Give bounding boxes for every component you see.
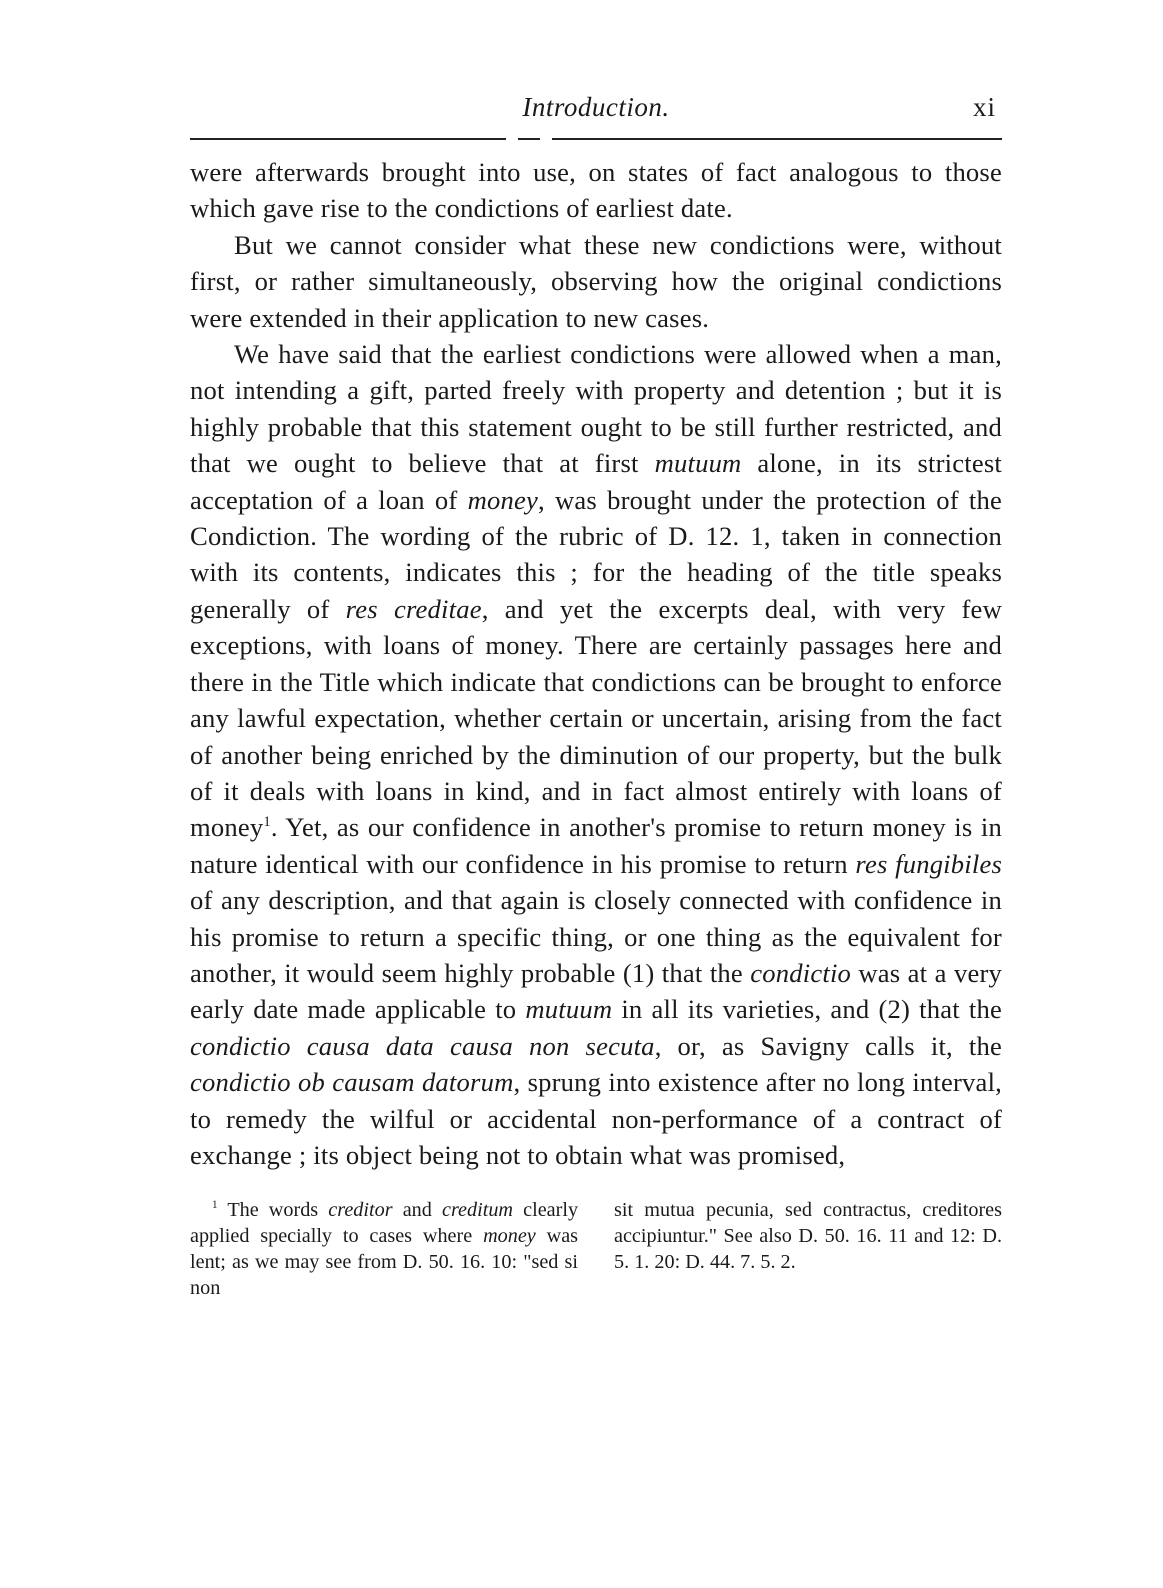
italic-term: mutuum: [654, 448, 742, 479]
footnote-column-left: $^1$ The words creditor and creditum clearly applied specially to cases where money was lent; as we may see from D. 50. 16. 10: "sed si non: [190, 1199, 579, 1300]
running-title: Introduction.: [522, 92, 670, 122]
italic-term: res creditae: [345, 593, 482, 624]
italic-term: mutuum: [525, 994, 613, 1025]
italic-term: res fungibiles: [855, 848, 1003, 879]
paragraph: But we cannot consider what these new condictions were, without first, or rather simultaneously, observing how the original condictions were extended in their application to new cases.: [190, 229, 1002, 333]
rule-segment: [552, 138, 1002, 140]
body-text: [190, 154, 1002, 1173]
rule-segment: [518, 138, 540, 140]
footnotes: [190, 1197, 1002, 1301]
paragraph-continued: were afterwards brought into use, on states of fact analogous to those which gave rise to the condictions of earliest date.: [190, 157, 1002, 224]
footnote-column-right: sit mutua pecunia, sed contractus, creditores accipiuntur." See also D. 50. 16. 11 and 12: D. 5. 1. 20: D. 44. 7. 5. 2.: [614, 1199, 1002, 1274]
header-rule: [190, 138, 1002, 140]
italic-term: condictio: [750, 957, 852, 988]
book-page: [190, 92, 1002, 1301]
running-head: [190, 92, 1002, 132]
footnote-reference: 1: [263, 814, 271, 831]
page-number: xi: [972, 92, 996, 122]
footnote-marker: 1: [212, 1199, 218, 1212]
italic-term: money: [467, 484, 539, 515]
italic-term: condictio ob causam datorum: [190, 1067, 514, 1098]
rule-segment: [190, 138, 506, 140]
italic-term: condictio causa data causa non secuta: [190, 1030, 655, 1061]
paragraph: We have said that the earliest condictions were allowed when a man, not intending a gift, parted freely with property and detention ; but it is highly probable that this statement ought to be still further restricted, and that we ought to believe that at first mutuum alone, in its strictest acceptation of a loan of money, was brought under the protection of the Condiction. The wording of the rubric of D. 12. 1, taken in connection with its contents, indicates this ; for the heading of the title speaks generally of res creditae, and yet the excerpts deal, with very few exceptions, with loans of money. There are certainly passages here and there in the Title which indicate that condictions can be brought to enforce any lawful expectation, whether certain or uncertain, arising from the fact of another being enriched by the diminution of our property, but the bulk of it deals with loans in kind, and in fact almost entirely with loans of money$^1$. Yet, as our confidence in another's promise to return money is in nature identical with our confidence in his promise to return res fungibiles of any description, and that again is closely connected with confidence in his promise to return a specific thing, or one thing as the equivalent for another, it would seem highly probable (1) that the condictio was at a very early date made applicable to mutuum in all its varieties, and (2) that the condictio causa data causa non secuta, or, as Savigny calls it, the condictio ob causam datorum, sprung into existence after no long interval, to remedy the wilful or accidental non-performance of a contract of exchange ; its object being not to obtain what was promised,: [190, 339, 1003, 1170]
